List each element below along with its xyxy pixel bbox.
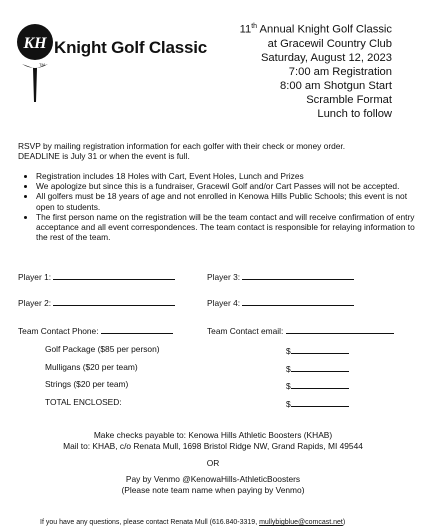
golf-package-label: Golf Package ($85 per person) xyxy=(45,344,160,354)
player2-field[interactable] xyxy=(18,296,175,308)
total-label: TOTAL ENCLOSED: xyxy=(45,397,122,407)
player4-field[interactable] xyxy=(207,296,354,308)
player2-label: Player 2: xyxy=(18,298,52,308)
team-email-label: Team Contact email: xyxy=(207,326,284,336)
rsvp-text: RSVP by mailing registration information for each golfer with their check or money order. xyxy=(18,141,346,151)
shotgun-start-time: 8:00 am Shotgun Start xyxy=(280,80,392,93)
player3-input[interactable] xyxy=(242,270,354,280)
event-format: Scramble Format xyxy=(306,94,392,107)
payment-instructions xyxy=(0,430,426,452)
venmo-instructions xyxy=(0,474,426,496)
event-lunch: Lunch to follow xyxy=(317,108,392,121)
rule-item: • We apologize but since this is a fundraiser, Gracewil Golf and/or Cart Passes will not be accepted. xyxy=(36,181,416,191)
contact-email-link[interactable]: mullybigblue@comcast.net xyxy=(259,519,343,526)
mulligans-input[interactable] xyxy=(291,362,349,372)
event-logo xyxy=(14,22,214,114)
player1-label: Player 1: xyxy=(18,272,52,282)
player1-input[interactable] xyxy=(53,270,175,280)
player1-field[interactable] xyxy=(18,270,175,282)
team-email-field[interactable] xyxy=(207,324,394,336)
footer-text: If you have any questions, please contact Renata Mull (616.840-3319, xyxy=(40,519,260,526)
team-phone-label: Team Contact Phone: xyxy=(18,326,99,336)
player3-label: Player 3: xyxy=(207,272,241,282)
logo-name: Knight Golf Classic xyxy=(54,38,207,57)
team-phone-field[interactable] xyxy=(18,324,173,336)
mail-address-text: Mail to: KHAB, c/o Renata Mull, 1698 Bristol Ridge NW, Grand Rapids, MI 49544 xyxy=(63,441,363,451)
total-amount[interactable]: $ xyxy=(286,397,349,409)
venmo-note-text: (Please note team name when paying by Venmo) xyxy=(121,485,305,495)
team-phone-input[interactable] xyxy=(101,324,173,334)
rsvp-intro xyxy=(18,141,408,162)
logo-monogram: KH xyxy=(23,35,47,52)
rule-item: • All golfers must be 18 years of age and not enrolled in Kenowa Hills Public Schools; this event is not open to students. xyxy=(36,191,416,211)
strings-label: Strings ($20 per team) xyxy=(45,379,129,389)
strings-amount[interactable]: $ xyxy=(286,379,349,391)
payable-text: Make checks payable to: Kenowa Hills Athletic Boosters (KHAB) xyxy=(93,430,333,440)
strings-input[interactable] xyxy=(291,379,349,389)
rules-list xyxy=(18,171,416,242)
event-header xyxy=(240,20,392,121)
player4-input[interactable] xyxy=(242,296,354,306)
venmo-text: Pay by Venmo @KenowaHills-AthleticBoosters xyxy=(125,474,301,484)
or-text: OR xyxy=(206,458,220,468)
event-date: Saturday, August 12, 2023 xyxy=(260,51,392,64)
total-input[interactable] xyxy=(291,397,349,407)
golf-tee-logo-icon xyxy=(14,22,74,114)
mulligans-amount[interactable]: $ xyxy=(286,362,349,374)
contact-footer: If you have any questions, please contact Renata Mull (616.840-3319, mullybigblue@comcast.net) xyxy=(40,519,346,526)
deadline-text: DEADLINE is July 31 or when the event is full. xyxy=(18,151,190,162)
player2-input[interactable] xyxy=(53,296,175,306)
logo-trademark: TM xyxy=(39,62,45,67)
event-title: 11th Annual Knight Golf Classic xyxy=(239,23,392,36)
rule-item: • Registration includes 18 Holes with Cart, Event Holes, Lunch and Prizes xyxy=(36,171,416,181)
team-email-input[interactable] xyxy=(286,324,394,334)
player4-label: Player 4: xyxy=(207,298,241,308)
rule-item: • The first person name on the registration will be the team contact and will receive confirmation of entry acceptance and all event correspondences. The team contact is responsible for relaying information to the rest of the team. xyxy=(36,212,416,243)
event-venue: at Gracewil Country Club xyxy=(267,37,392,50)
player3-field[interactable] xyxy=(207,270,354,282)
golf-package-input[interactable] xyxy=(291,344,349,354)
mulligans-label: Mulligans ($20 per team) xyxy=(45,362,138,372)
golf-package-amount[interactable]: $ xyxy=(286,344,349,356)
registration-time: 7:00 am Registration xyxy=(288,66,392,79)
